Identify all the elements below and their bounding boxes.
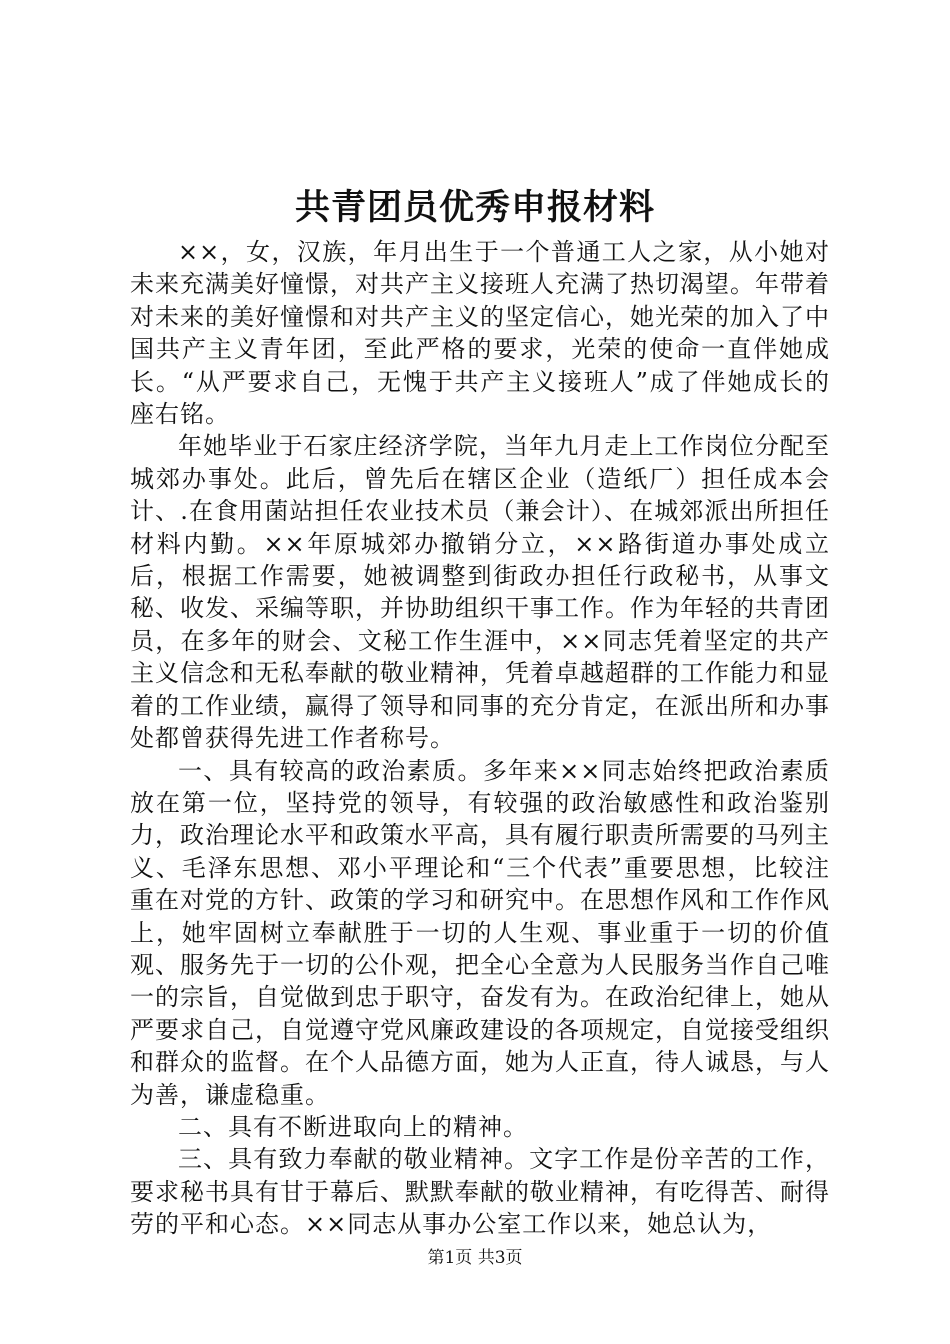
paragraph-intro: ××，女，汉族，年月出生于一个普通工人之家，从小她对未来充满美好憧憬，对共产主义接班人充满了热切渴望。年带着对未来的美好憧憬和对共产主义的坚定信心，她光荣的加入了中国共产主义青年团，至此严格的要求，光荣的使命一直伴她成长。“从严要求自己，无愧于共产主义接班人”成了伴她成长的座右铭。	[130, 238, 830, 429]
paragraph-progress-spirit: 二、具有不断进取向上的精神。	[178, 1112, 528, 1141]
paragraph-political-quality: 一、具有较高的政治素质。多年来××同志始终把政治素质放在第一位，坚持党的领导，有较强的政治敏感性和政治鉴别力，政治理论水平和政策水平高，具有履行职责所需要的马列主义、毛泽东思想、邓小平理论和“三个代表”重要思想，比较注重在对党的方针、政策的学习和研究中。在思想作风和工作作风上，她牢固树立奉献胜于一切的人生观、事业重于一切的价值观、服务先于一切的公仆观，把全心全意为人民服务当作自己唯一的宗旨，自觉做到忠于职守，奋发有为。在政治纪律上，她从严要求自己，自觉遵守党风廉政建设的各项规定，自觉接受组织和群众的监督。在个人品德方面，她为人正直，待人诚恳，与人为善，谦虚稳重。	[130, 756, 830, 1109]
document-body	[130, 236, 830, 1241]
paragraph-dedication: 三、具有致力奉献的敬业精神。文字工作是份辛苦的工作，要求秘书具有甘于幕后、默默奉献的敬业精神，有吃得苦、耐得劳的平和心态。××同志从事办公室工作以来，她总认为，	[130, 1145, 830, 1239]
page-number-footer: 第1页 共3页	[427, 1248, 523, 1268]
document-title: 共青团员优秀申报材料	[294, 187, 655, 228]
paragraph-career: 年她毕业于石家庄经济学院，当年九月走上工作岗位分配至城郊办事处。此后，曾先后在辖区企业（造纸厂）担任成本会计、.在食用菌站担任农业技术员（兼会计）、在城郊派出所担任材料内勤。××年原城郊办撤销分立，××路街道办事处成立后，根据工作需要，她被调整到街政办担任行政秘书，从事文秘、收发、采编等职，并协助组织干事工作。作为年轻的共青团员，在多年的财会、文秘工作生涯中，××同志凭着坚定的共产主义信念和无私奉献的敬业精神，凭着卓越超群的工作能力和显着的工作业绩，赢得了领导和同事的充分肯定，在派出所和办事处都曾获得先进工作者称号。	[130, 432, 830, 753]
